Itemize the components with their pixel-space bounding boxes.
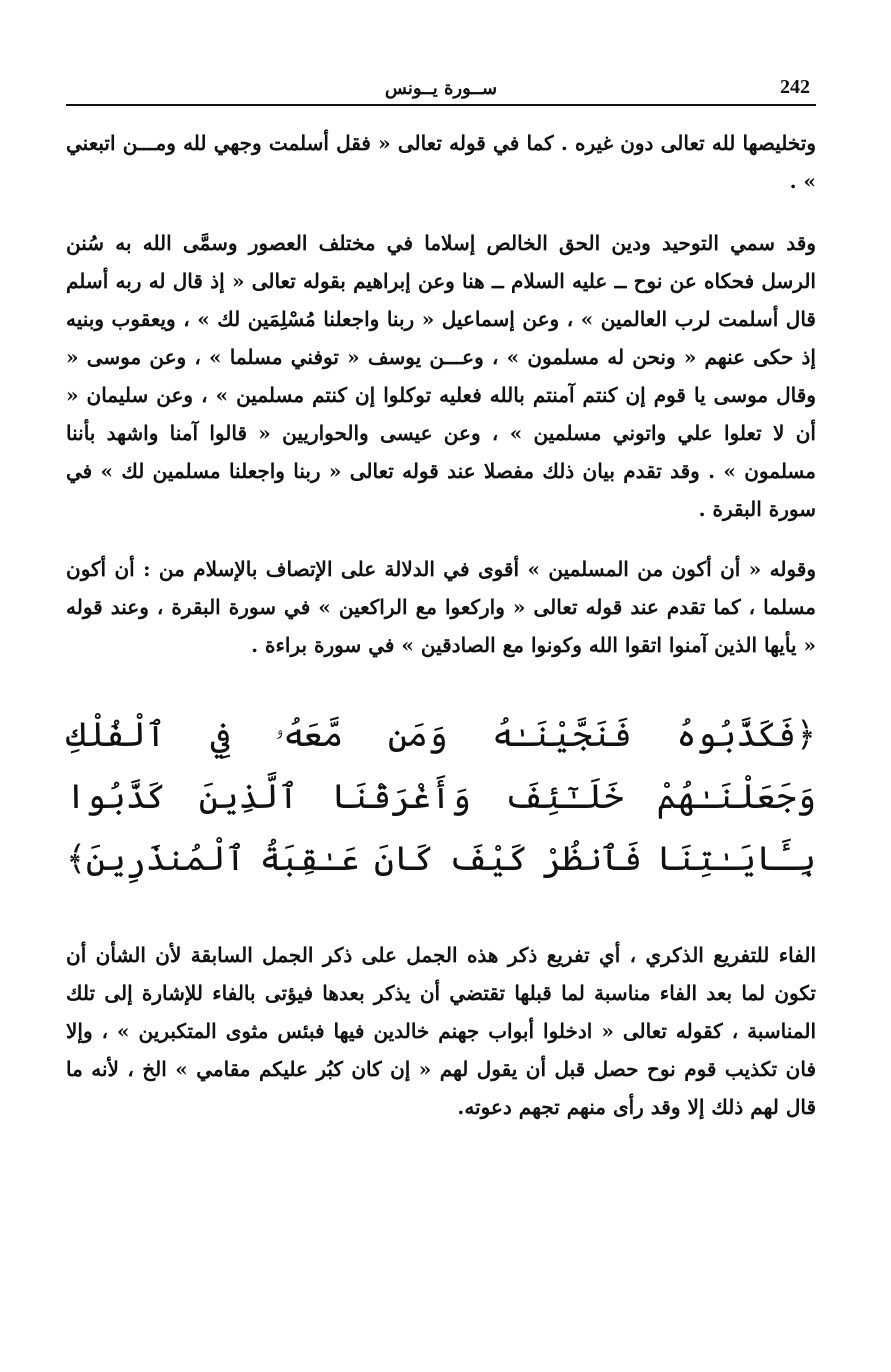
paragraph-1: وتخليصها لله تعالى دون غيره . كما في قوله تعالى « فقل أسلمت وجهي لله ومـــن اتبعني » . bbox=[66, 131, 816, 193]
surah-title: ســورة يــونس bbox=[384, 78, 498, 99]
commentary-paragraph: الفاء للتفريع الذكري ، أي تفريع ذكر هذه الجمل على ذكر الجمل السابقة لأن الشأن أن تكون لما بعد الفاء مناسبة لما قبلها تقتضي أن يذكر بعدها فيؤتى بالفاء للإشارة إلى تلك المناسبة ، كقوله تعالى « ادخلوا أبواب جهنم خالدين فيها فبئس مثوى المتكبرين » ، وإلا فان تكذيب قوم نوح حصل قبل أن يقول لهم « إن كان كبُر عليكم مقامي » الخ ، لأنه ما قال لهم ذلك إلا وقد رأى منهم تجهم دعوته. bbox=[66, 943, 816, 1119]
paragraph-3: وقوله « أن أكون من المسلمين » أقوى في الدلالة على الإتصاف بالإسلام من : أن أكون مسلما ، كما تقدم عند قوله تعالى « واركعوا مع الراكعين » في سورة البقرة ، وعند قوله « يأيها الذين آمنوا اتقوا الله وكونوا مع الصادقين » في سورة براءة . bbox=[66, 557, 816, 657]
quran-verse: ﴿فَكَذَّبُوهُ فَنَجَّيْنَـٰهُ وَمَن مَّعَهُۥ فِي ٱلْفُلْكِ وَجَعَلْنَـٰهُمْ خَلَـٰٓئِفَ وَأَغْرَقْنَا ٱلَّذِينَ كَذَّبُوا بِـَٔايَـٰتِنَا فَٱنظُرْ كَيْفَ كَانَ عَـٰقِبَةُ ٱلْمُنذَرِينَ﴾ bbox=[66, 715, 816, 879]
paragraph-spacer bbox=[66, 890, 816, 936]
page-number: 242 bbox=[780, 76, 810, 98]
paragraph-spacer bbox=[66, 200, 816, 224]
header-divider bbox=[66, 104, 816, 106]
paragraph-spacer bbox=[66, 664, 816, 704]
paragraph-spacer bbox=[66, 528, 816, 550]
page-body bbox=[66, 124, 816, 1126]
page-header bbox=[66, 70, 816, 104]
paragraph-2: وقد سمي التوحيد ودين الحق الخالص إسلاما في مختلف العصور وسمَّى الله به سُنن الرسل فحكاه عن نوح ــ عليه السلام ــ هنا وعن إبراهيم بقوله تعالى « إذ قال له ربه أسلم قال أسلمت لرب العالمين » ، وعن إسماعيل « ربنا واجعلنا مُسْلِمَين لك » ، ويعقوب وبنيه إذ حكى عنهم « ونحن له مسلمون » ، وعـــن يوسف « توفني مسلما » ، وعن موسى « وقال موسى يا قوم إن كنتم آمنتم بالله فعليه توكلوا إن كنتم مسلمين » ، وعن سليمان « أن لا تعلوا علي واتوني مسلمين » ، وعن عيسى والحواريين « قالوا آمنا واشهد بأننا مسلمون » . وقد تقدم بيان ذلك مفصلا عند قوله تعالى « ربنا واجعلنا مسلمين لك » في سورة البقرة . bbox=[66, 231, 816, 521]
